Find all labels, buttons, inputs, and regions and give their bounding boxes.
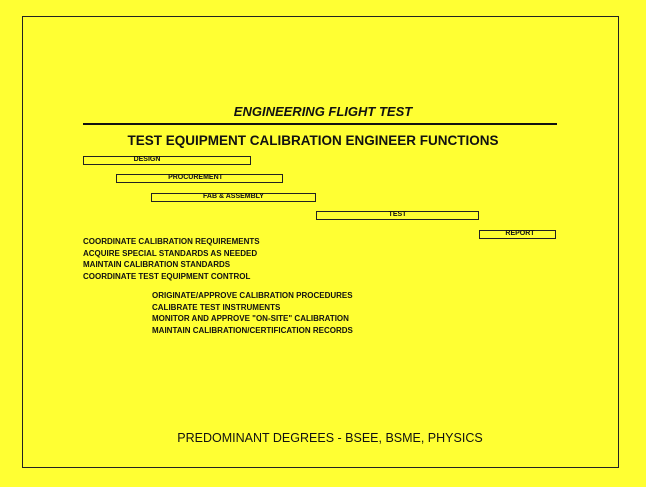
functions-list-primary [83,236,260,283]
phase-bar-design [83,156,251,165]
slide-title: ENGINEERING FLIGHT TEST [233,104,413,119]
title-underline [83,123,557,125]
function-item: MAINTAIN CALIBRATION/CERTIFICATION RECORDS [152,326,353,336]
function-item: COORDINATE CALIBRATION REQUIREMENTS [83,237,260,246]
function-item: MAINTAIN CALIBRATION STANDARDS [83,260,231,270]
phase-label-test: TEST [388,211,407,218]
phase-bar-test [316,211,479,220]
function-item: ORIGINATE/APPROVE CALIBRATION PROCEDURES [152,291,353,300]
phase-bar-procurement [116,174,283,183]
phase-label-procurement: PROCUREMENT [168,174,223,181]
function-item: ACQUIRE SPECIAL STANDARDS AS NEEDED [83,248,258,258]
function-item: COORDINATE TEST EQUIPMENT CONTROL [83,272,251,282]
slide-subtitle: TEST EQUIPMENT CALIBRATION ENGINEER FUNCTIONS [127,133,499,148]
phase-bar-report [479,230,556,239]
function-item: MONITOR AND APPROVE "ON-SITE" CALIBRATION [152,314,349,324]
degrees-footer: PREDOMINANT DEGREES - BSEE, BSME, PHYSICS [177,431,483,445]
functions-list-secondary [152,290,353,337]
phase-label-report: REPORT [505,230,535,237]
phase-label-fab-assembly: FAB & ASSEMBLY [203,193,264,200]
phase-label-design: DESIGN [133,156,161,163]
function-item: CALIBRATE TEST INSTRUMENTS [152,302,281,312]
phase-bar-fab-assembly [151,193,316,202]
